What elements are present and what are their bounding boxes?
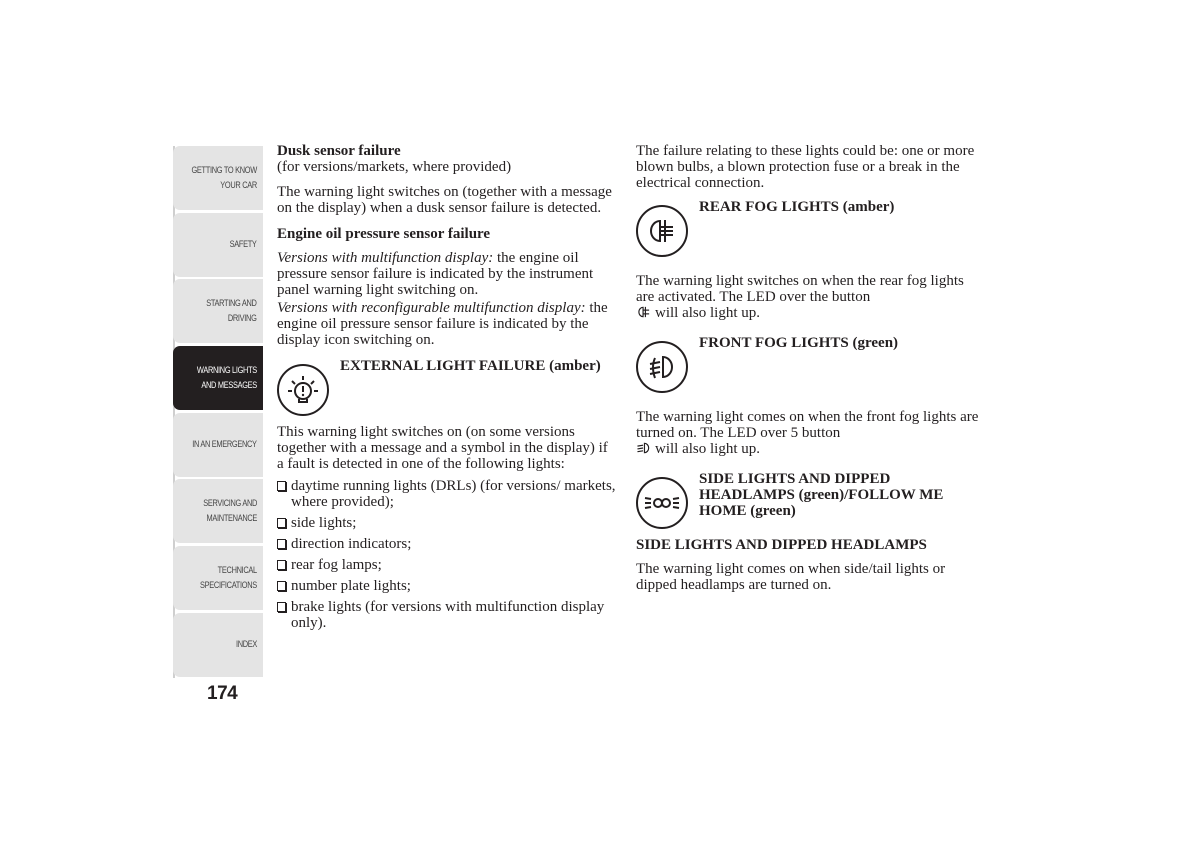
rear-fog-block xyxy=(636,199,981,273)
rear-fog-small-icon xyxy=(636,305,652,319)
front-fog-icon xyxy=(636,341,688,393)
side-lights-block xyxy=(636,471,981,537)
external-light-title: EXTERNAL LIGHT FAILURE (amber) xyxy=(340,358,601,374)
external-light-block xyxy=(277,358,617,428)
front-fog-title: FRONT FOG LIGHTS (green) xyxy=(699,335,899,351)
tab-getting-to-know[interactable]: GETTING TO KNOW YOUR CAR xyxy=(173,146,263,210)
dusk-heading: Dusk sensor failure xyxy=(277,143,401,159)
checkbox-bullet-icon xyxy=(277,581,286,591)
chapter-tabs xyxy=(173,146,263,680)
failure-intro: The failure relating to these lights could be: one or more blown bulbs, a blown protection fuse or a break in the electrical connection. xyxy=(636,143,975,191)
oil-v2-label: Versions with reconfigurable multifunction display: xyxy=(277,300,586,316)
side-lights-heading: SIDE LIGHTS AND DIPPED HEADLAMPS xyxy=(636,537,927,553)
list-item: daytime running lights (DRLs) (for versions/ markets, where provided); xyxy=(277,478,617,510)
list-item: number plate lights; xyxy=(277,578,617,594)
tab-index[interactable]: INDEX xyxy=(173,613,263,677)
external-light-list xyxy=(277,478,617,631)
oil-v1 xyxy=(277,250,617,298)
tab-servicing[interactable]: SERVICING AND MAINTENANCE xyxy=(173,479,263,543)
tab-starting-driving[interactable]: STARTING AND DRIVING xyxy=(173,279,263,343)
oil-v2 xyxy=(277,300,617,348)
front-fog-small-icon xyxy=(636,441,652,455)
rear-fog-title: REAR FOG LIGHTS (amber) xyxy=(699,199,895,215)
dusk-note: (for versions/markets, where provided) xyxy=(277,159,512,175)
rear-fog-icon xyxy=(636,205,688,257)
oil-heading: Engine oil pressure sensor failure xyxy=(277,226,491,242)
dusk-text: The warning light switches on (together with a message on the display) when a dusk sensor failure is detected. xyxy=(277,184,612,216)
rear-fog-text: The warning light switches on when the rear fog lights are activated. The LED over the button will also light up. xyxy=(636,273,964,321)
side-lights-text: The warning light comes on when side/tail lights or dipped headlamps are turned on. xyxy=(636,561,946,593)
checkbox-bullet-icon xyxy=(277,481,286,491)
external-light-text: This warning light switches on (on some versions together with a message and a symbol in the display) if a fault is detected in one of the following lights: xyxy=(277,424,608,472)
checkbox-bullet-icon xyxy=(277,539,286,549)
oil-v1-label: Versions with multifunction display: xyxy=(277,250,494,266)
bulb-warning-icon xyxy=(277,364,329,416)
tab-safety[interactable]: SAFETY xyxy=(173,213,263,277)
list-item: brake lights (for versions with multifunction display only). xyxy=(277,599,617,631)
checkbox-bullet-icon xyxy=(277,560,286,570)
tab-warning-lights[interactable]: WARNING LIGHTS AND MESSAGES xyxy=(173,346,263,410)
front-fog-block xyxy=(636,335,981,409)
checkbox-bullet-icon xyxy=(277,602,286,612)
front-fog-text: The warning light comes on when the front fog lights are turned on. The LED over 5 button will also light up. xyxy=(636,409,979,457)
list-item: rear fog lamps; xyxy=(277,557,617,573)
checkbox-bullet-icon xyxy=(277,518,286,528)
list-item: direction indicators; xyxy=(277,536,617,552)
page-number: 174 xyxy=(207,683,238,704)
tab-technical[interactable]: TECHNICAL SPECIFICATIONS xyxy=(173,546,263,610)
left-column xyxy=(277,143,617,636)
tab-emergency[interactable]: IN AN EMERGENCY xyxy=(173,413,263,477)
oil-v1-text: the engine oil pressure sensor failure is indicated by the instrument panel warning light switching on. xyxy=(277,250,594,298)
list-item: side lights; xyxy=(277,515,617,531)
side-lights-icon xyxy=(636,477,688,529)
oil-v2-text: the engine oil pressure sensor failure is indicated by the display icon switching on. xyxy=(277,300,608,348)
right-column xyxy=(636,143,981,601)
side-lights-title: SIDE LIGHTS AND DIPPED HEADLAMPS (green)/FOLLOW ME HOME (green) xyxy=(699,471,944,519)
